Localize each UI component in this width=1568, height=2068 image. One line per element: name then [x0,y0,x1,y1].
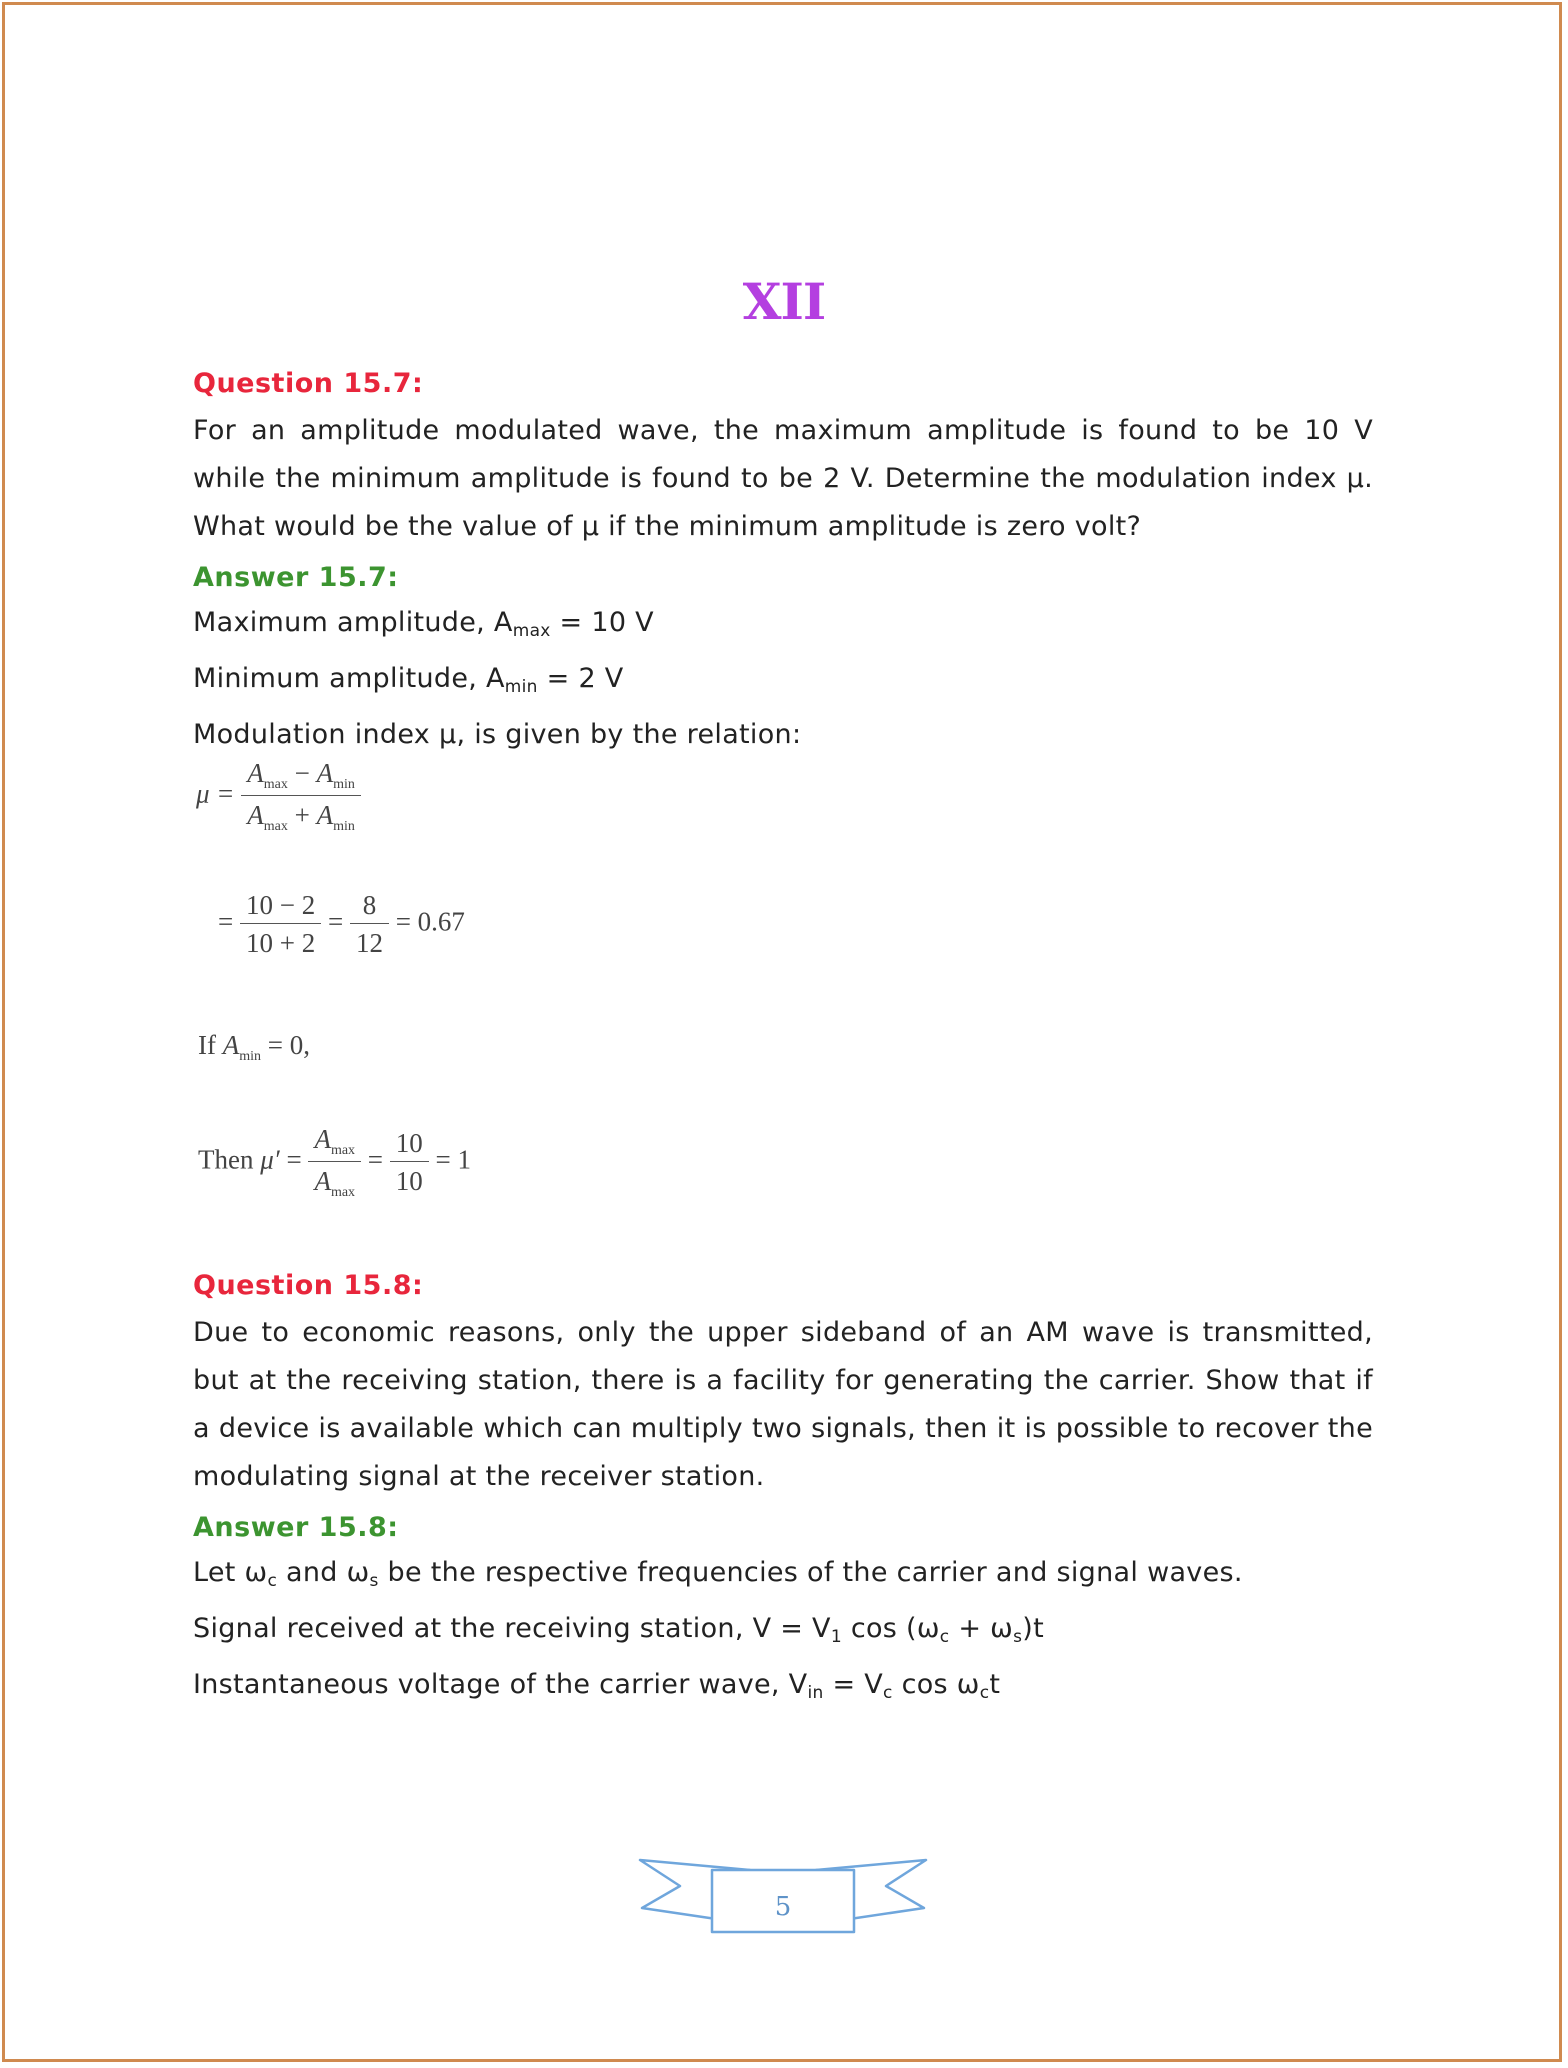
min-amplitude-line: Minimum amplitude, $A_{min} = 2$ V [193,663,624,697]
answer-label: Answer 15.7: [193,562,399,593]
question-15-7 [193,368,1373,551]
question-text: For an amplitude modulated wave, the maximum amplitude is found to be 10 V while the minimum amplitude is found to be 2 V. Determine the modulation index μ. What would be the value of μ if the minimum amplitude is zero volt? [193,415,1373,542]
fraction: $\frac{8}{12}$ [350,890,389,959]
question-label: Question 15.7: [193,368,424,399]
answer-15-8 [193,1512,1373,1717]
fraction: $\frac{A_{max}}{A_{max}}$ [308,1124,361,1201]
question-label: Question 15.8: [193,1270,424,1301]
class-heading: XII [742,272,826,331]
equation-calculation: = $\frac{10 - 2}{10 + 2}$ = $\frac{8}{12}$ = 0.67 [218,890,465,958]
question-text: Due to economic reasons, only the upper sideband of an AM wave is transmitted, but at the receiving station, there is a facility for generating the carrier. Show that if a device is available which can multiply two signals, then it is possible to recover the modulating signal at the receiver station. [193,1317,1373,1492]
max-amplitude-line: Maximum amplitude, $A_{max} = 10$ V [193,607,654,641]
fraction: $\frac{10 - 2}{10 + 2}$ [240,890,321,959]
relation-line: Modulation index μ, is given by the relation: [193,719,802,750]
fraction: $\frac{A_{max} - A_{min}}{A_{max} + A_{min}}$ [241,758,361,835]
equation-modulation-index: μ = $\frac{A_{max} - A_{min}}{A_{max} + A_{min}}$ [196,758,361,835]
frequencies-line: Let $\omega_c$ and $\omega_s$ be the respective frequencies of the carrier and signal waves. [193,1557,1243,1591]
carrier-voltage-line: Instantaneous voltage of the carrier wave, $V_{in} = V_c$ $\cos \omega_ct$ [193,1669,1001,1703]
fraction: $\frac{10}{10}$ [390,1128,429,1197]
received-signal-line: Signal received at the receiving station, $V = V_1$ $\cos (\omega_c + \omega_s)t$ [193,1613,1044,1647]
question-15-8 [193,1270,1373,1501]
answer-label: Answer 15.8: [193,1512,399,1543]
answer-15-7 [193,562,1373,759]
equation-if-amin-zero: If $A_{min} = 0$, [198,1030,310,1064]
page-number: 5 [774,1892,792,1922]
equation-then-mu: Then μ′ = $\frac{A_{max}}{A_{max}}$ = $\frac{10}{10}$ = 1 [198,1124,472,1200]
